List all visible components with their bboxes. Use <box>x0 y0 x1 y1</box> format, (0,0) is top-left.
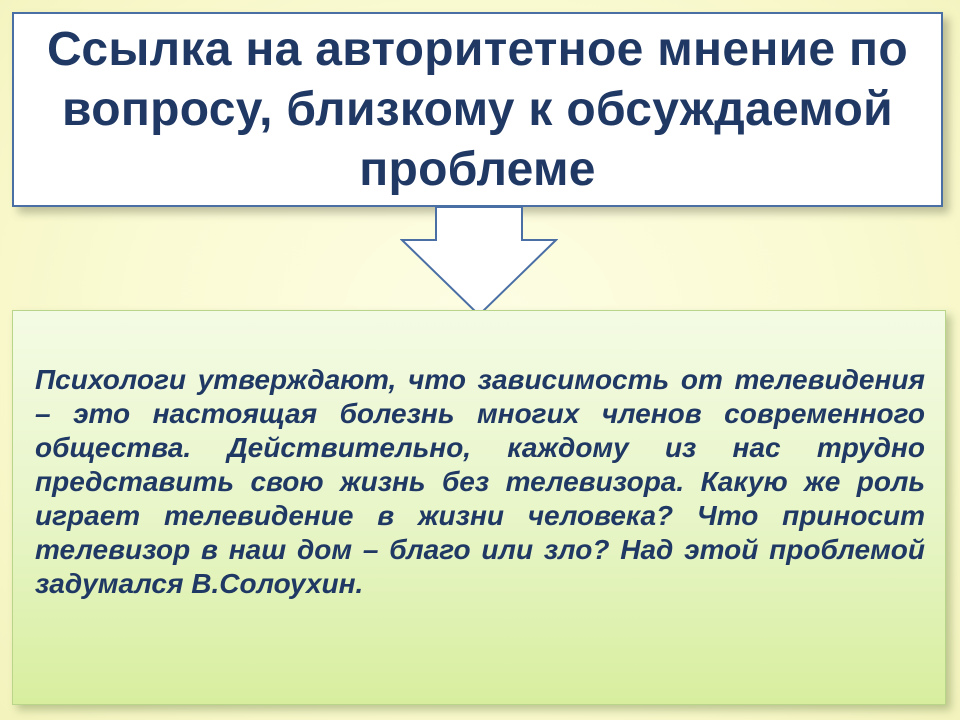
content-box <box>12 310 946 705</box>
body-paragraph: Психологи утверждают, что зависимость от телевидения – это настоящая болезнь многих членов современного общества. Действительно, каждому из нас трудно представить свою жизнь без телевизора. Какую же роль играет телевидение в жизни человека? Что приносит телевизор в наш дом – благо или зло? Над этой проблемой задумался В.Солоухин. <box>35 364 925 599</box>
down-arrow-icon <box>400 206 558 318</box>
title-box <box>12 12 943 207</box>
slide-title: Ссылка на авторитетное мнение по вопросу, близкому к обсуждаемой проблеме <box>47 22 908 196</box>
